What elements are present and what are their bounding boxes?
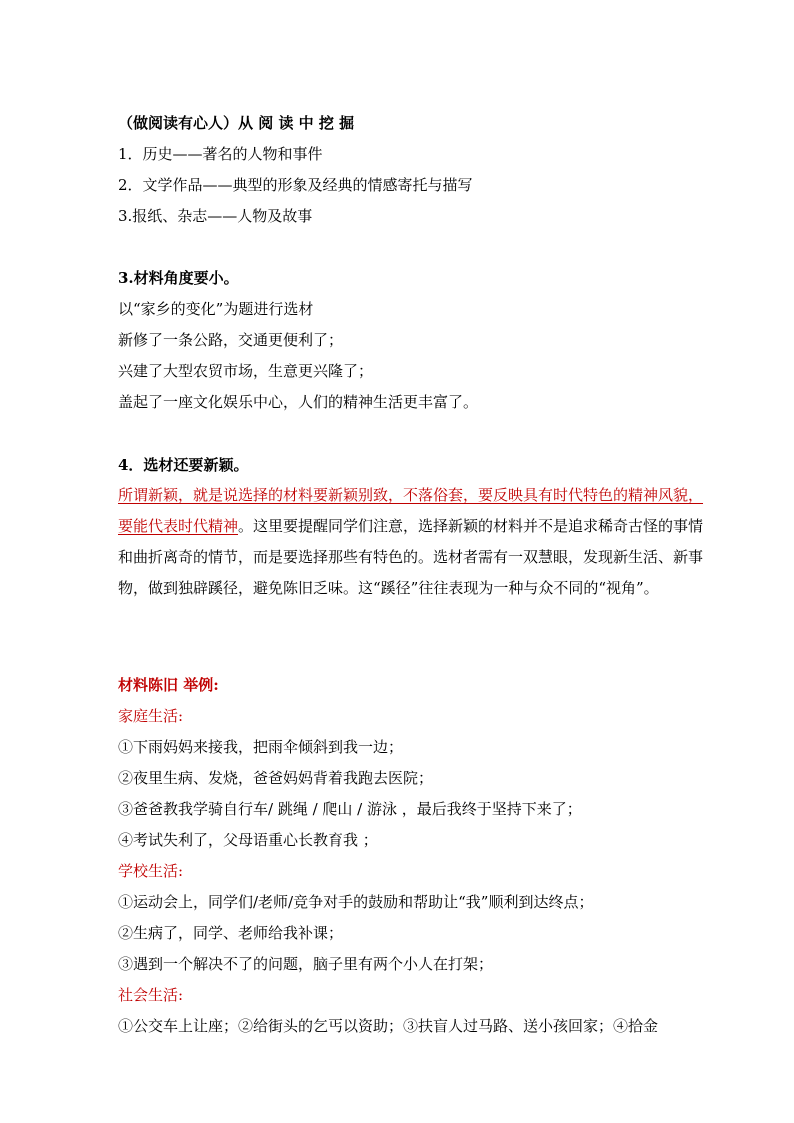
list-item: 1．历史——著名的人物和事件 xyxy=(118,145,323,163)
society-label: 社会生活: xyxy=(118,986,184,1004)
paragraph-body: 。这里要提醒同学们注意，选择新颖的材料并不是追求稀奇古怪的事情和曲折离奇的情节，而是要选择那些有特色的。选材者需有一双慧眼，发现新生活、新事物，做到独辟蹊径，避免陈旧乏味。这“蹊径”往往表现为一种与众不同的“视角”。 xyxy=(118,517,704,597)
text-line: 新修了一条公路，交通更便利了； xyxy=(118,331,344,349)
heading-main: 从 阅 读 中 挖 掘 xyxy=(238,114,355,132)
text-line: 兴建了大型农贸市场，生意更兴隆了； xyxy=(118,362,374,380)
list-item: ②夜里生病、发烧，爸爸妈妈背着我跑去医院； xyxy=(118,769,434,787)
paragraph-novelty xyxy=(118,480,706,604)
section-heading-reading xyxy=(118,113,354,133)
text-line: 以“家乡的变化”为题进行选材 xyxy=(118,300,314,318)
list-item: 2．文学作品——典型的形象及经典的情感寄托与描写 xyxy=(118,176,473,194)
list-item: ③爸爸教我学骑自行车/ 跳绳 / 爬山 / 游泳 ，最后我终于坚持下来了； xyxy=(118,800,582,818)
examples-heading: 材料陈旧 举例: xyxy=(118,676,219,694)
list-item: ①运动会上，同学们/老师/竞争对手的鼓励和帮助让“我”顺利到达终点； xyxy=(118,893,594,911)
list-item: ④考试失利了，父母语重心长教育我 ； xyxy=(118,831,378,849)
list-item: ②生病了，同学、老师给我补课； xyxy=(118,924,344,942)
list-item: 3.报纸、杂志——人物及故事 xyxy=(118,207,313,225)
heading-prefix: （做阅读有心人） xyxy=(118,114,239,132)
school-label: 学校生活: xyxy=(118,862,184,880)
section-heading-angle: 3.材料角度要小。 xyxy=(118,269,239,287)
family-label: 家庭生活: xyxy=(118,707,184,725)
list-item: ③遇到一个解决不了的问题，脑子里有两个小人在打架； xyxy=(118,955,494,973)
highlighted-definition: 所谓新颖，就是说选择的材料要新颖别致，不落俗套，要反映具有时代特色的精神风貌，要能代表时代精神 xyxy=(118,486,704,535)
list-item: ①下雨妈妈来接我，把雨伞倾斜到我一边； xyxy=(118,738,404,756)
text-line: 盖起了一座文化娱乐中心，人们的精神生活更丰富了。 xyxy=(118,393,479,411)
section-heading-novelty: 4．选材还要新颖。 xyxy=(118,456,249,474)
list-item: ①公交车上让座；②给街头的乞丐以资助；③扶盲人过马路、送小孩回家；④拾金 xyxy=(118,1017,659,1035)
